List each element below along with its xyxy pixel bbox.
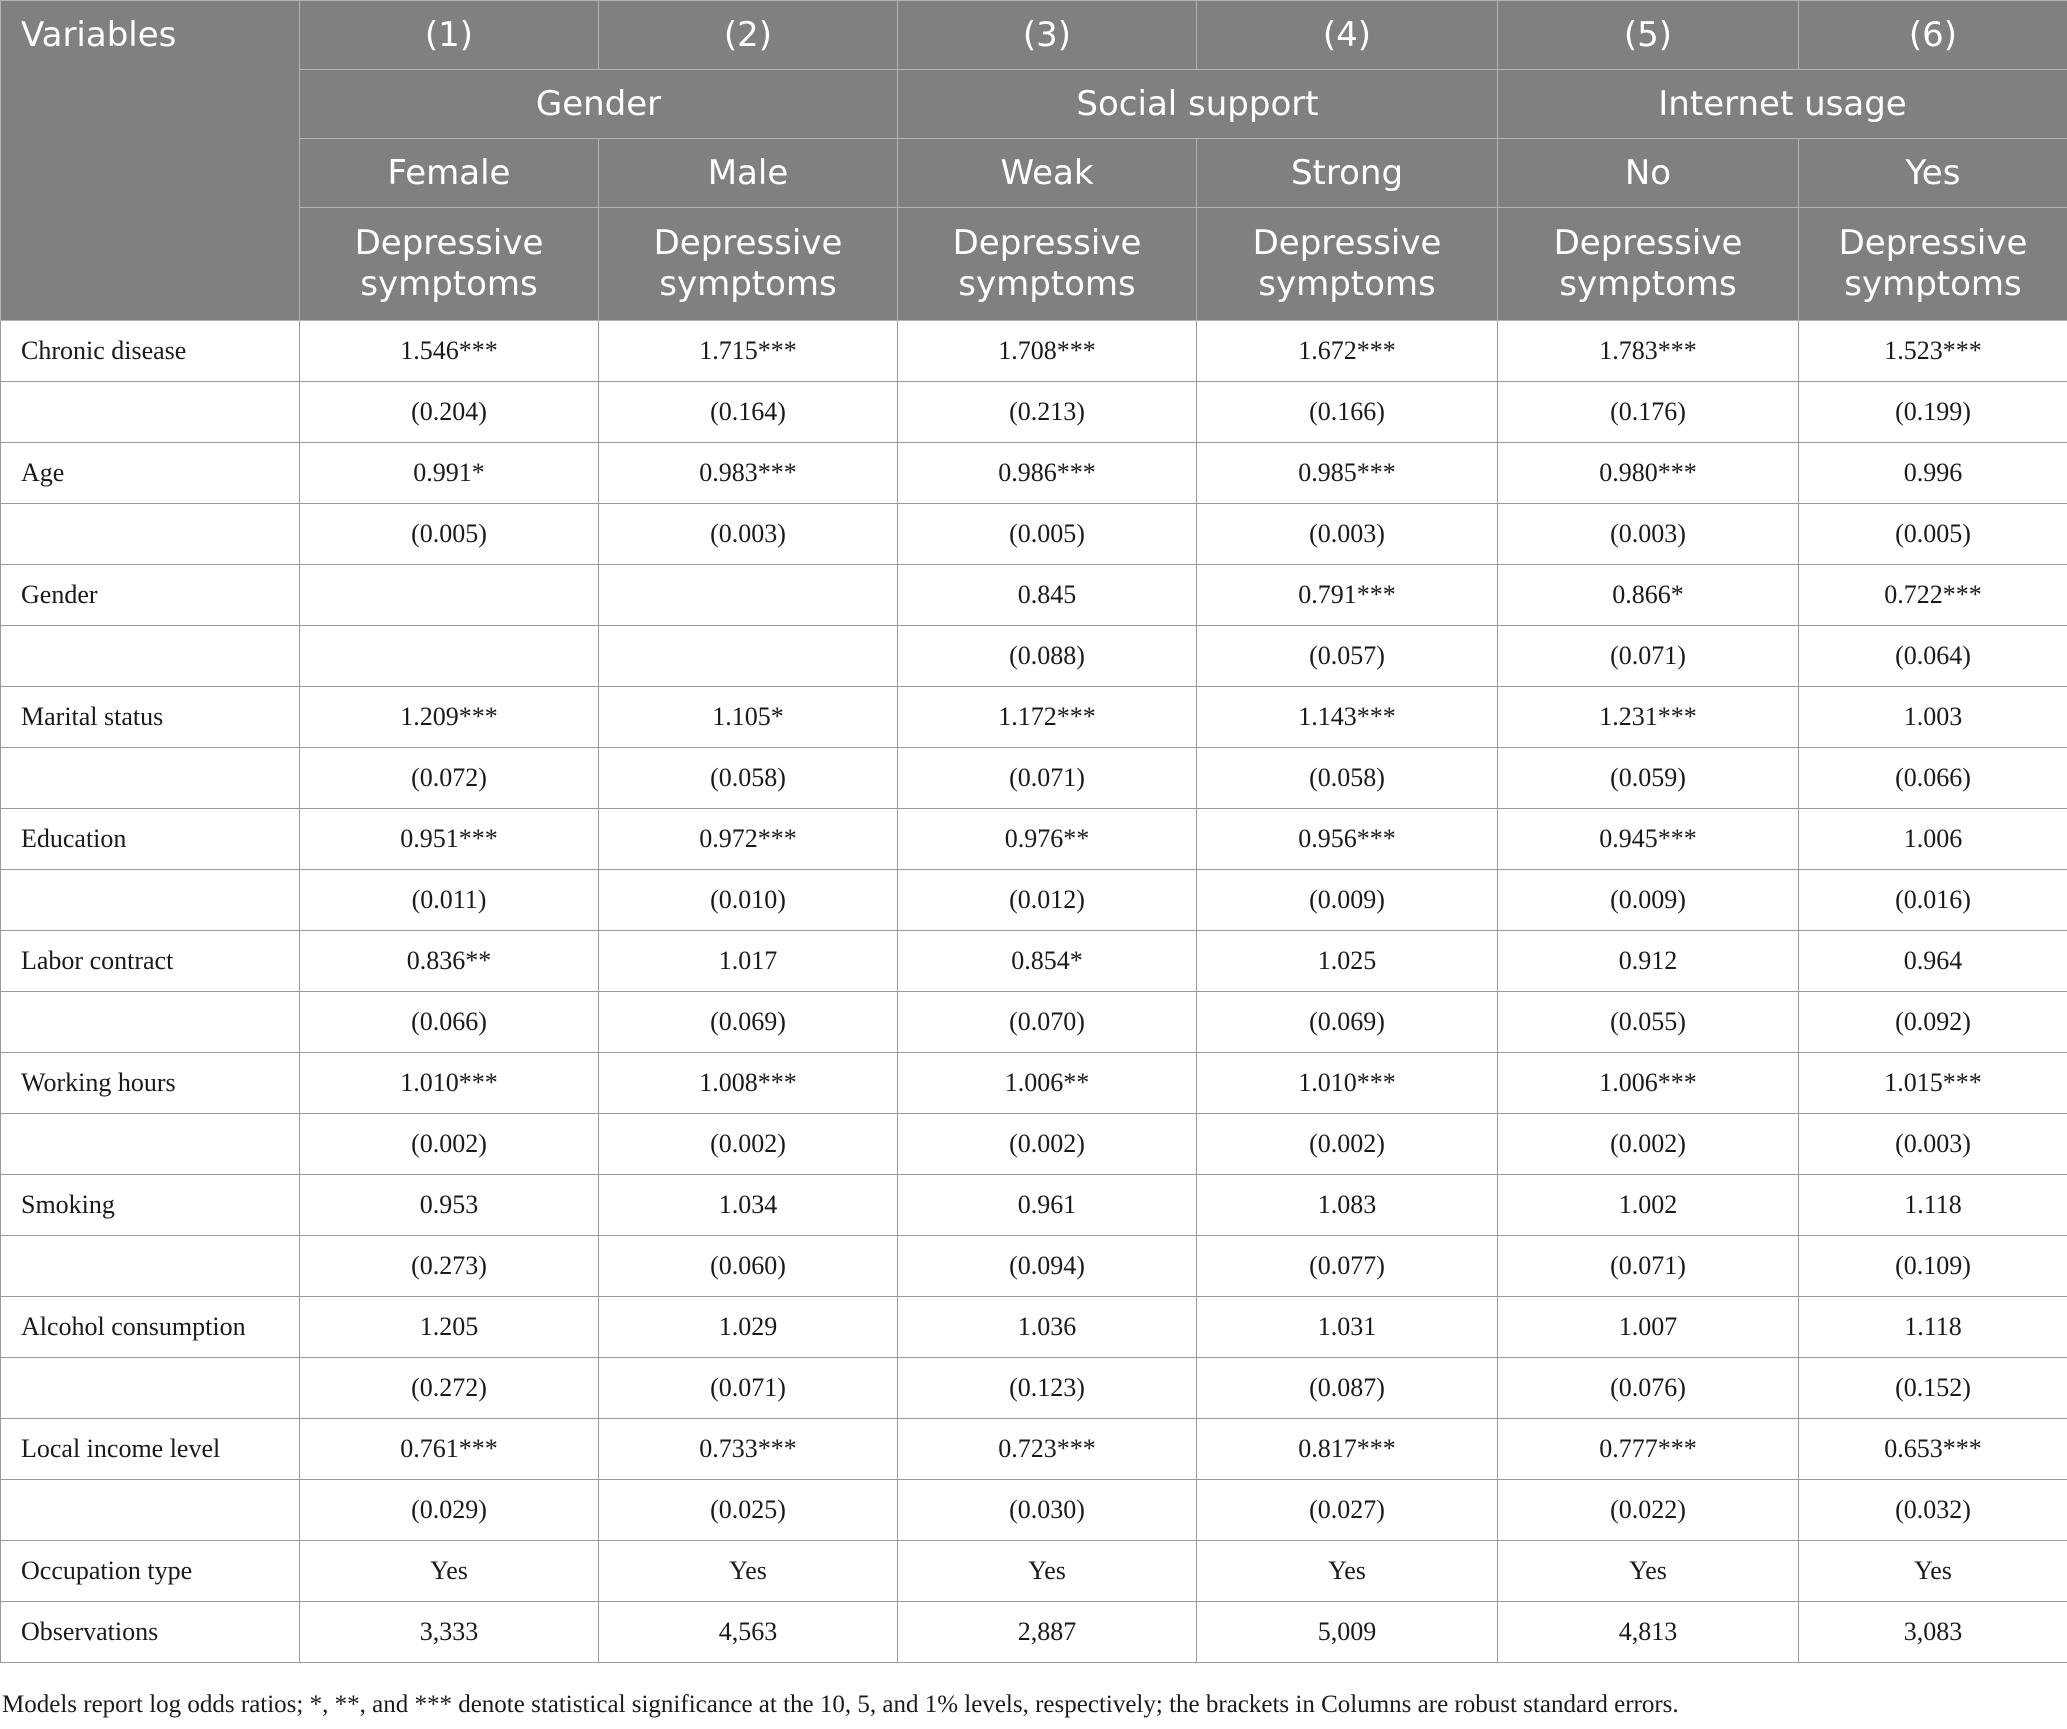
- row-label: Chronic disease: [1, 321, 300, 382]
- table-cell: (0.030): [898, 1480, 1197, 1541]
- table-cell: 1.025: [1197, 931, 1498, 992]
- row-label: Smoking: [1, 1175, 300, 1236]
- table-cell: (0.005): [300, 504, 599, 565]
- table-row: [1, 1236, 2067, 1297]
- table-cell: 3,333: [300, 1602, 599, 1663]
- subgroup-header-yes: Yes: [1799, 139, 2067, 208]
- subgroup-header-female: Female: [300, 139, 599, 208]
- group-header-internet-usage: Internet usage: [1498, 70, 2067, 139]
- table-row: [1, 1358, 2067, 1419]
- table-row: [1, 1602, 2067, 1663]
- column-number-2: (2): [599, 1, 898, 70]
- row-label: Age: [1, 443, 300, 504]
- table-cell: (0.094): [898, 1236, 1197, 1297]
- table-cell: (0.003): [1799, 1114, 2067, 1175]
- table-cell: [300, 626, 599, 687]
- table-row: [1, 1053, 2067, 1114]
- table-cell: (0.071): [599, 1358, 898, 1419]
- group-header-social-support: Social support: [898, 70, 1498, 139]
- variables-header: Variables: [1, 1, 300, 321]
- column-number-1: (1): [300, 1, 599, 70]
- table-cell: 0.723***: [898, 1419, 1197, 1480]
- table-cell: (0.003): [1197, 504, 1498, 565]
- table-cell: 4,563: [599, 1602, 898, 1663]
- dependent-variable-header: Depressive symptoms: [300, 208, 599, 321]
- dependent-variable-header: Depressive symptoms: [1799, 208, 2067, 321]
- table-cell: 0.733***: [599, 1419, 898, 1480]
- column-number-5: (5): [1498, 1, 1799, 70]
- dependent-variable-header: Depressive symptoms: [898, 208, 1197, 321]
- table-cell: (0.076): [1498, 1358, 1799, 1419]
- table-cell: 0.976**: [898, 809, 1197, 870]
- table-cell: (0.069): [599, 992, 898, 1053]
- row-label: [1, 382, 300, 443]
- table-cell: (0.087): [1197, 1358, 1498, 1419]
- table-cell: 0.653***: [1799, 1419, 2067, 1480]
- row-label: Alcohol consumption: [1, 1297, 300, 1358]
- table-cell: (0.152): [1799, 1358, 2067, 1419]
- table-cell: 0.912: [1498, 931, 1799, 992]
- column-number-6: (6): [1799, 1, 2067, 70]
- table-cell: 1.036: [898, 1297, 1197, 1358]
- table-cell: (0.011): [300, 870, 599, 931]
- table-cell: 0.817***: [1197, 1419, 1498, 1480]
- table-cell: (0.016): [1799, 870, 2067, 931]
- header-row-column-numbers: [1, 1, 2067, 70]
- table-row: [1, 565, 2067, 626]
- table-cell: 3,083: [1799, 1602, 2067, 1663]
- row-label: Education: [1, 809, 300, 870]
- table-cell: (0.002): [898, 1114, 1197, 1175]
- table-cell: (0.002): [1498, 1114, 1799, 1175]
- table-cell: (0.070): [898, 992, 1197, 1053]
- table-cell: 0.836**: [300, 931, 599, 992]
- table-cell: Yes: [1799, 1541, 2067, 1602]
- table-cell: (0.027): [1197, 1480, 1498, 1541]
- table-cell: [300, 565, 599, 626]
- table-cell: 0.845: [898, 565, 1197, 626]
- table-cell: 0.983***: [599, 443, 898, 504]
- table-cell: (0.022): [1498, 1480, 1799, 1541]
- table-cell: 1.105*: [599, 687, 898, 748]
- table-cell: Yes: [898, 1541, 1197, 1602]
- table-cell: 0.945***: [1498, 809, 1799, 870]
- table-row: [1, 443, 2067, 504]
- row-label: [1, 1358, 300, 1419]
- table-cell: Yes: [300, 1541, 599, 1602]
- table-cell: (0.077): [1197, 1236, 1498, 1297]
- table-cell: 1.003: [1799, 687, 2067, 748]
- row-label: Observations: [1, 1602, 300, 1663]
- table-cell: 1.118: [1799, 1175, 2067, 1236]
- table-cell: 1.783***: [1498, 321, 1799, 382]
- row-label: Gender: [1, 565, 300, 626]
- table-row: [1, 504, 2067, 565]
- table-cell: Yes: [1197, 1541, 1498, 1602]
- table-row: [1, 931, 2067, 992]
- group-header-gender: Gender: [300, 70, 898, 139]
- table-cell: (0.005): [898, 504, 1197, 565]
- table-row: [1, 1297, 2067, 1358]
- table-header: [1, 1, 2067, 321]
- table-cell: Yes: [599, 1541, 898, 1602]
- table-cell: 0.761***: [300, 1419, 599, 1480]
- table-cell: (0.072): [300, 748, 599, 809]
- row-label: [1, 626, 300, 687]
- table-cell: (0.199): [1799, 382, 2067, 443]
- table-cell: 1.083: [1197, 1175, 1498, 1236]
- table-cell: 1.546***: [300, 321, 599, 382]
- dependent-variable-header: Depressive symptoms: [1498, 208, 1799, 321]
- table-cell: (0.002): [1197, 1114, 1498, 1175]
- table-cell: (0.071): [1498, 1236, 1799, 1297]
- table-cell: 1.006***: [1498, 1053, 1799, 1114]
- table-cell: 0.964: [1799, 931, 2067, 992]
- row-label: [1, 1480, 300, 1541]
- table-cell: 0.972***: [599, 809, 898, 870]
- row-label: [1, 992, 300, 1053]
- table-cell: 0.991*: [300, 443, 599, 504]
- table-cell: (0.003): [599, 504, 898, 565]
- row-label: Working hours: [1, 1053, 300, 1114]
- table-cell: 1.010***: [300, 1053, 599, 1114]
- table-cell: (0.069): [1197, 992, 1498, 1053]
- table-cell: (0.213): [898, 382, 1197, 443]
- table-cell: 0.722***: [1799, 565, 2067, 626]
- column-number-3: (3): [898, 1, 1197, 70]
- dependent-variable-header: Depressive symptoms: [1197, 208, 1498, 321]
- subgroup-header-weak: Weak: [898, 139, 1197, 208]
- table-row: [1, 992, 2067, 1053]
- table-cell: 0.866*: [1498, 565, 1799, 626]
- column-number-4: (4): [1197, 1, 1498, 70]
- table-cell: (0.092): [1799, 992, 2067, 1053]
- table-cell: 1.017: [599, 931, 898, 992]
- table-cell: 1.029: [599, 1297, 898, 1358]
- table-cell: 1.708***: [898, 321, 1197, 382]
- table-cell: (0.029): [300, 1480, 599, 1541]
- table-cell: (0.109): [1799, 1236, 2067, 1297]
- table-cell: (0.032): [1799, 1480, 2067, 1541]
- table-body: [1, 321, 2067, 1663]
- table-row: [1, 321, 2067, 382]
- row-label: Labor contract: [1, 931, 300, 992]
- table-cell: 0.986***: [898, 443, 1197, 504]
- table-cell: (0.058): [1197, 748, 1498, 809]
- table-cell: 0.980***: [1498, 443, 1799, 504]
- table-cell: 1.172***: [898, 687, 1197, 748]
- table-row: [1, 748, 2067, 809]
- table-cell: (0.058): [599, 748, 898, 809]
- table-cell: (0.066): [300, 992, 599, 1053]
- table-cell: (0.071): [1498, 626, 1799, 687]
- row-label: [1, 1236, 300, 1297]
- table-row: [1, 870, 2067, 931]
- table-cell: (0.272): [300, 1358, 599, 1419]
- table-cell: Yes: [1498, 1541, 1799, 1602]
- table-cell: (0.002): [300, 1114, 599, 1175]
- table-cell: 0.953: [300, 1175, 599, 1236]
- table-cell: 0.777***: [1498, 1419, 1799, 1480]
- table-row: [1, 626, 2067, 687]
- table-cell: (0.055): [1498, 992, 1799, 1053]
- table-cell: (0.273): [300, 1236, 599, 1297]
- table-cell: (0.066): [1799, 748, 2067, 809]
- table-cell: 1.231***: [1498, 687, 1799, 748]
- table-cell: 1.118: [1799, 1297, 2067, 1358]
- table-cell: (0.002): [599, 1114, 898, 1175]
- table-cell: 1.715***: [599, 321, 898, 382]
- table-cell: 1.672***: [1197, 321, 1498, 382]
- table-cell: (0.164): [599, 382, 898, 443]
- dependent-variable-header: Depressive symptoms: [599, 208, 898, 321]
- table-cell: 1.006: [1799, 809, 2067, 870]
- row-label: [1, 870, 300, 931]
- table-cell: 1.031: [1197, 1297, 1498, 1358]
- row-label: [1, 748, 300, 809]
- row-label: Occupation type: [1, 1541, 300, 1602]
- table-cell: 0.961: [898, 1175, 1197, 1236]
- table-cell: 1.523***: [1799, 321, 2067, 382]
- table-row: [1, 1541, 2067, 1602]
- table-cell: 1.015***: [1799, 1053, 2067, 1114]
- table-cell: (0.057): [1197, 626, 1498, 687]
- table-row: [1, 1175, 2067, 1236]
- header-row-subgroups: [1, 139, 2067, 208]
- table-cell: (0.060): [599, 1236, 898, 1297]
- row-label: Marital status: [1, 687, 300, 748]
- table-cell: 0.791***: [1197, 565, 1498, 626]
- table-cell: 1.008***: [599, 1053, 898, 1114]
- table-cell: 1.010***: [1197, 1053, 1498, 1114]
- table-cell: 0.985***: [1197, 443, 1498, 504]
- header-row-groups: [1, 70, 2067, 139]
- row-label: Local income level: [1, 1419, 300, 1480]
- table-cell: 1.205: [300, 1297, 599, 1358]
- table-cell: (0.071): [898, 748, 1197, 809]
- table-row: [1, 687, 2067, 748]
- table-cell: [599, 565, 898, 626]
- table-cell: (0.204): [300, 382, 599, 443]
- table-cell: (0.003): [1498, 504, 1799, 565]
- table-cell: 0.996: [1799, 443, 2067, 504]
- table-row: [1, 1419, 2067, 1480]
- row-label: [1, 1114, 300, 1175]
- table-row: [1, 809, 2067, 870]
- table-cell: 0.854*: [898, 931, 1197, 992]
- table-cell: (0.176): [1498, 382, 1799, 443]
- table-cell: 0.951***: [300, 809, 599, 870]
- row-label: [1, 504, 300, 565]
- table-cell: 1.034: [599, 1175, 898, 1236]
- table-cell: (0.005): [1799, 504, 2067, 565]
- table-cell: (0.088): [898, 626, 1197, 687]
- header-row-dependent-variable: [1, 208, 2067, 321]
- table-cell: 1.006**: [898, 1053, 1197, 1114]
- table-cell: (0.012): [898, 870, 1197, 931]
- table-cell: (0.009): [1197, 870, 1498, 931]
- table-cell: (0.064): [1799, 626, 2067, 687]
- subgroup-header-male: Male: [599, 139, 898, 208]
- table-cell: 1.002: [1498, 1175, 1799, 1236]
- table-cell: 4,813: [1498, 1602, 1799, 1663]
- table-footnote: Models report log odds ratios; *, **, and *** denote statistical significance at the 10, 5, and 1% levels, respectively; the brackets in Columns are robust standard errors.: [2, 1691, 1679, 1718]
- table-row: [1, 382, 2067, 443]
- table-row: [1, 1480, 2067, 1541]
- table-cell: 1.143***: [1197, 687, 1498, 748]
- table-cell: (0.059): [1498, 748, 1799, 809]
- table-cell: 5,009: [1197, 1602, 1498, 1663]
- table-cell: [599, 626, 898, 687]
- table-cell: (0.025): [599, 1480, 898, 1541]
- table-cell: (0.123): [898, 1358, 1197, 1419]
- table-cell: (0.009): [1498, 870, 1799, 931]
- table-cell: 2,887: [898, 1602, 1197, 1663]
- table-row: [1, 1114, 2067, 1175]
- table-cell: (0.010): [599, 870, 898, 931]
- subgroup-header-no: No: [1498, 139, 1799, 208]
- table-cell: (0.166): [1197, 382, 1498, 443]
- subgroup-header-strong: Strong: [1197, 139, 1498, 208]
- table-cell: 0.956***: [1197, 809, 1498, 870]
- table-cell: 1.209***: [300, 687, 599, 748]
- table-cell: 1.007: [1498, 1297, 1799, 1358]
